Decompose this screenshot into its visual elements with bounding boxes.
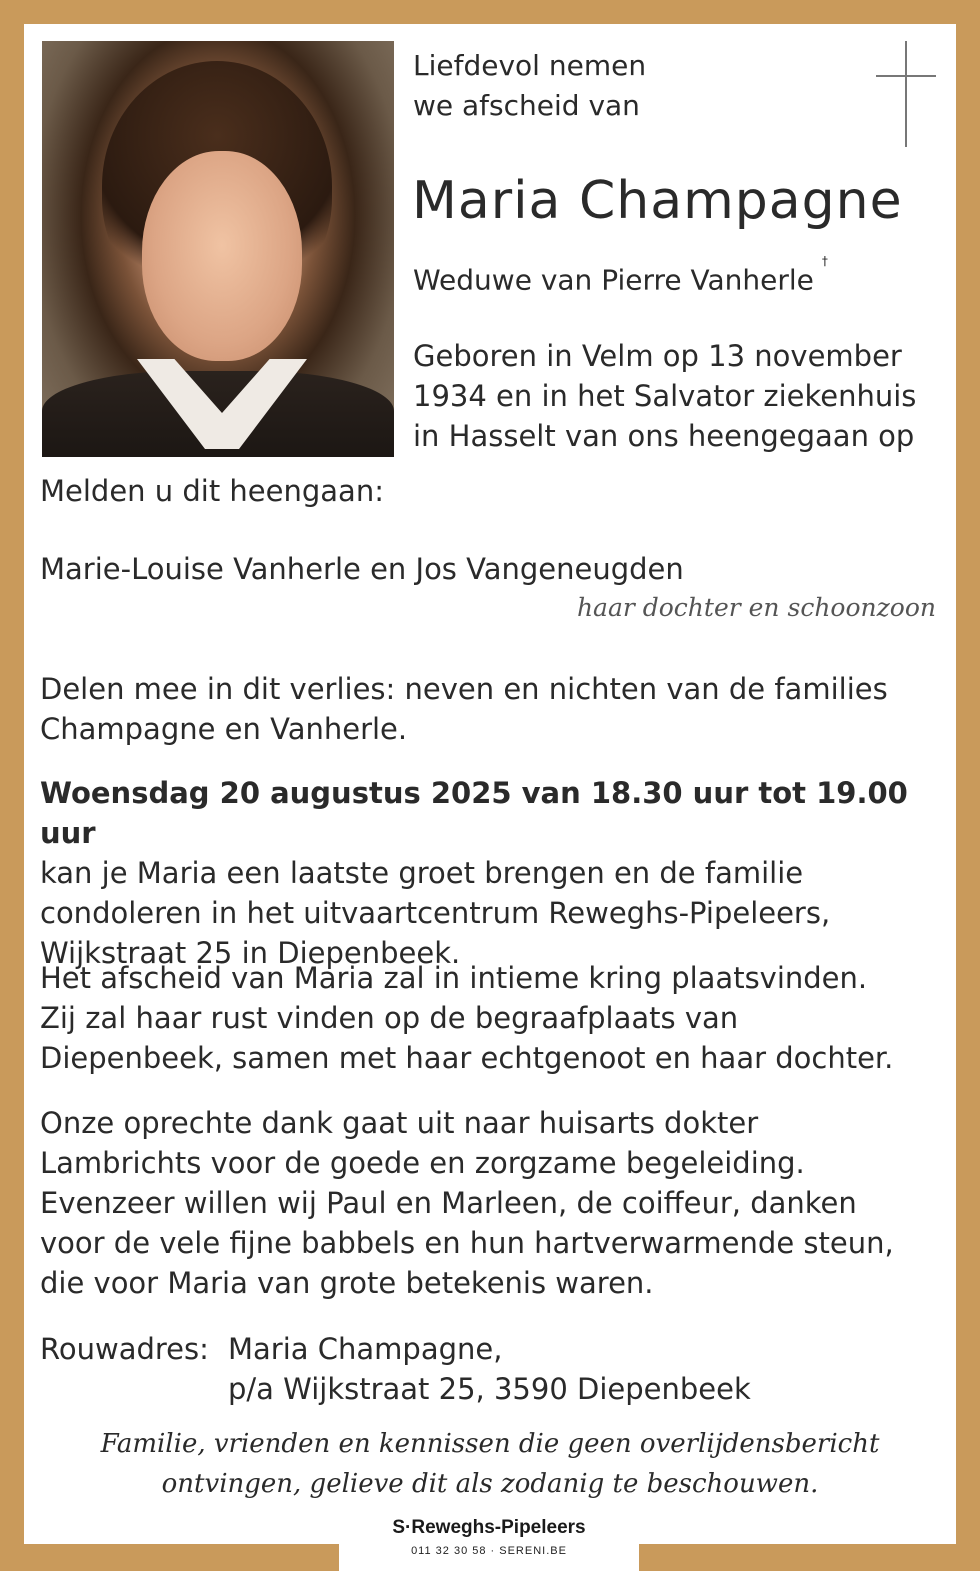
dagger-mark: †	[821, 254, 828, 268]
farewell-text	[40, 958, 940, 1078]
thanks-line: voor de vele fijne babbels en hun hartverwarmende steun,	[40, 1226, 894, 1260]
share-text	[40, 669, 940, 749]
funeral-home-name: S·Reweghs-Pipeleers	[392, 1517, 586, 1538]
address-block	[228, 1329, 751, 1409]
farewell-line: Diepenbeek, samen met haar echtgenoot en haar dochter.	[40, 1041, 894, 1075]
family-names: Marie-Louise Vanherle en Jos Vangeneugden	[40, 552, 684, 586]
visitation-line: Wijkstraat 25 in Diepenbeek.	[40, 936, 461, 970]
share-line: Delen mee in dit verlies: neven en nichten van de families	[40, 672, 888, 706]
address-line: p/a Wijkstraat 25, 3590 Diepenbeek	[228, 1372, 751, 1406]
funeral-home-footer	[339, 1510, 639, 1571]
visitation-text	[40, 773, 940, 973]
family-relation: haar dochter en schoonzoon	[576, 593, 936, 622]
visitation-line: condoleren in het uitvaartcentrum Reweghs-Pipeleers,	[40, 896, 831, 930]
intro-line: we afscheid van	[413, 89, 640, 122]
thanks-line: Lambrichts voor de goede en zorgzame begeleiding.	[40, 1146, 805, 1180]
closing-note	[24, 1424, 956, 1504]
spouse-text: Weduwe van Pierre Vanherle	[413, 263, 814, 297]
share-line: Champagne en Vanherle.	[40, 712, 408, 746]
portrait-face	[142, 151, 302, 361]
born-line: 1934 en in het Salvator ziekenhuis	[413, 379, 917, 413]
funeral-home-contact: 011 32 30 58 · SERENI.BE	[411, 1545, 567, 1557]
intro-text	[413, 46, 646, 126]
announce-heading: Melden u dit heengaan:	[40, 474, 384, 508]
born-line: Geboren in Velm op 13 november	[413, 339, 902, 373]
birth-death-text	[413, 336, 953, 456]
cross-icon	[876, 41, 936, 147]
visitation-datetime: Woensdag 20 augustus 2025 van 18.30 uur tot 19.00 uur	[40, 776, 908, 850]
farewell-line: Zij zal haar rust vinden op de begraafplaats van	[40, 1001, 739, 1035]
address-label: Rouwadres:	[40, 1332, 209, 1366]
born-line: in Hasselt van ons heengegaan op	[413, 419, 915, 453]
visitation-line: kan je Maria een laatste groet brengen en de familie	[40, 856, 804, 890]
thanks-line: Evenzeer willen wij Paul en Marleen, de coiffeur, danken	[40, 1186, 857, 1220]
closing-line: ontvingen, gelieve dit als zodanig te beschouwen.	[161, 1469, 819, 1499]
intro-line: Liefdevol nemen	[413, 49, 647, 82]
spouse-line	[413, 255, 828, 300]
deceased-name: Maria Champagne	[412, 171, 903, 231]
portrait-photo	[42, 41, 394, 457]
address-line: Maria Champagne,	[228, 1332, 503, 1366]
thanks-line: Onze oprechte dank gaat uit naar huisarts dokter	[40, 1106, 759, 1140]
closing-line: Familie, vrienden en kennissen die geen overlijdensbericht	[100, 1429, 880, 1459]
thanks-line: die voor Maria van grote betekenis waren.	[40, 1266, 654, 1300]
thanks-text	[40, 1103, 940, 1303]
obituary-card	[24, 24, 956, 1544]
farewell-line: Het afscheid van Maria zal in intieme kring plaatsvinden.	[40, 961, 868, 995]
